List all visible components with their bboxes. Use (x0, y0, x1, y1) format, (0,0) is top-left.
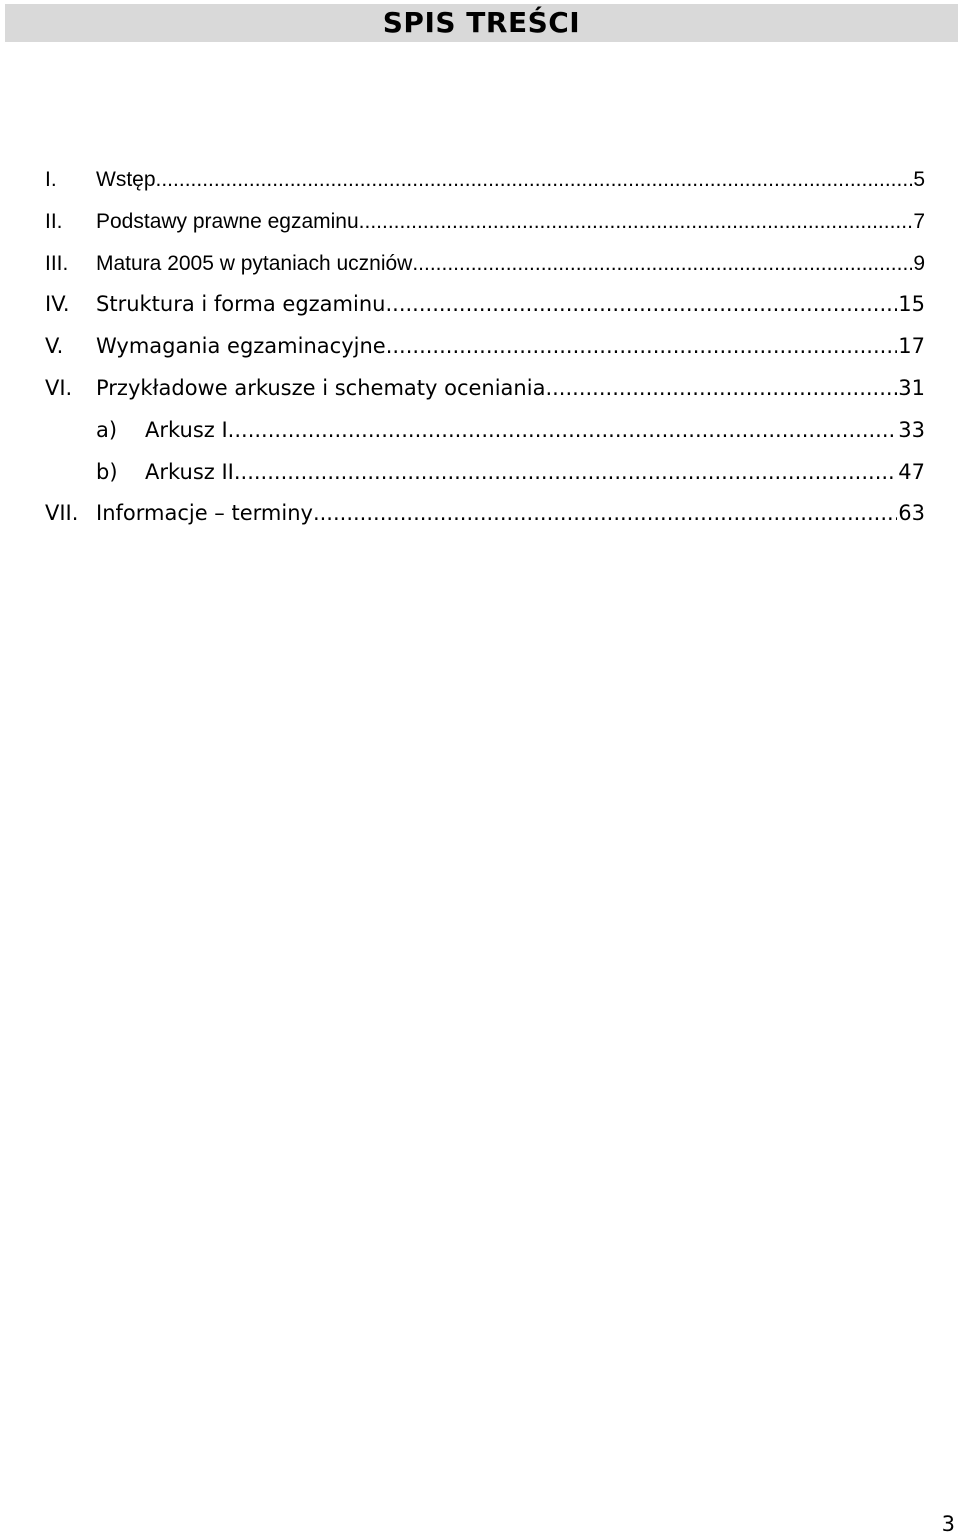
toc-entry[interactable] (45, 201, 925, 243)
toc-entry[interactable] (45, 326, 925, 368)
toc-entry-page: 47 (898, 459, 925, 484)
toc-dot-leader (412, 243, 912, 285)
toc-entry-number: VI. (45, 375, 73, 400)
toc-entry-page: 17 (898, 334, 925, 359)
toc-entry-number: I. (45, 168, 57, 191)
toc-entry-number: a) (96, 417, 118, 442)
toc-entry-line (96, 243, 925, 285)
toc-entry-label: Wymagania egzaminacyjne (96, 326, 386, 368)
toc-subentry[interactable] (45, 410, 925, 452)
toc-entry-line (145, 452, 925, 494)
toc-entry-label: Podstawy prawne egzaminu (96, 201, 359, 243)
toc-entry[interactable] (45, 368, 925, 410)
toc-subentry[interactable] (45, 452, 925, 494)
toc-dot-leader (545, 368, 897, 410)
toc-entry-number: II. (45, 209, 63, 233)
toc-dot-leader (359, 201, 913, 243)
toc-dot-leader (313, 493, 897, 535)
page-number: 3 (941, 1512, 955, 1536)
title-bar (5, 4, 958, 42)
toc-entry[interactable] (45, 284, 925, 326)
toc-entry-page: 15 (898, 292, 925, 317)
toc-dot-leader (234, 452, 897, 494)
toc-entry-page: 31 (898, 375, 925, 400)
toc-dot-leader (228, 410, 898, 452)
toc-dot-leader (385, 284, 897, 326)
toc-entry-number: III. (45, 251, 69, 275)
toc-entry-line (96, 326, 925, 368)
toc-dot-leader (386, 326, 898, 368)
table-of-contents (45, 159, 925, 535)
toc-entry-line (145, 410, 925, 452)
toc-entry-number: b) (96, 459, 118, 484)
toc-entry-label: Struktura i forma egzaminu (96, 284, 385, 326)
toc-entry-page: 5 (913, 168, 925, 191)
toc-entry-label: Wstęp (96, 159, 156, 201)
toc-dot-leader (156, 159, 913, 201)
toc-entry-line (96, 201, 925, 243)
toc-entry-label: Przykładowe arkusze i schematy oceniania (96, 368, 545, 410)
toc-entry-number: IV. (45, 292, 70, 317)
toc-entry-number: VII. (45, 501, 79, 526)
toc-entry-line (96, 368, 925, 410)
toc-entry[interactable] (45, 159, 925, 201)
toc-entry-line (96, 284, 925, 326)
toc-entry-label: Matura 2005 w pytaniach uczniów (96, 243, 412, 285)
toc-entry-page: 33 (898, 417, 925, 442)
toc-entry-label: Informacje – terminy (96, 493, 313, 535)
toc-entry-label: Arkusz I (145, 410, 228, 452)
toc-entry-page: 9 (913, 251, 925, 275)
toc-entry-line (96, 493, 925, 535)
toc-entry[interactable] (45, 243, 925, 285)
toc-entry-page: 7 (913, 209, 925, 233)
toc-entry-page: 63 (898, 501, 925, 526)
page-title: SPIS TREŚCI (382, 6, 581, 39)
toc-entry-line (96, 159, 925, 201)
toc-entry-number: V. (45, 334, 64, 359)
toc-entry-label: Arkusz II (145, 452, 234, 494)
toc-entry[interactable] (45, 493, 925, 535)
